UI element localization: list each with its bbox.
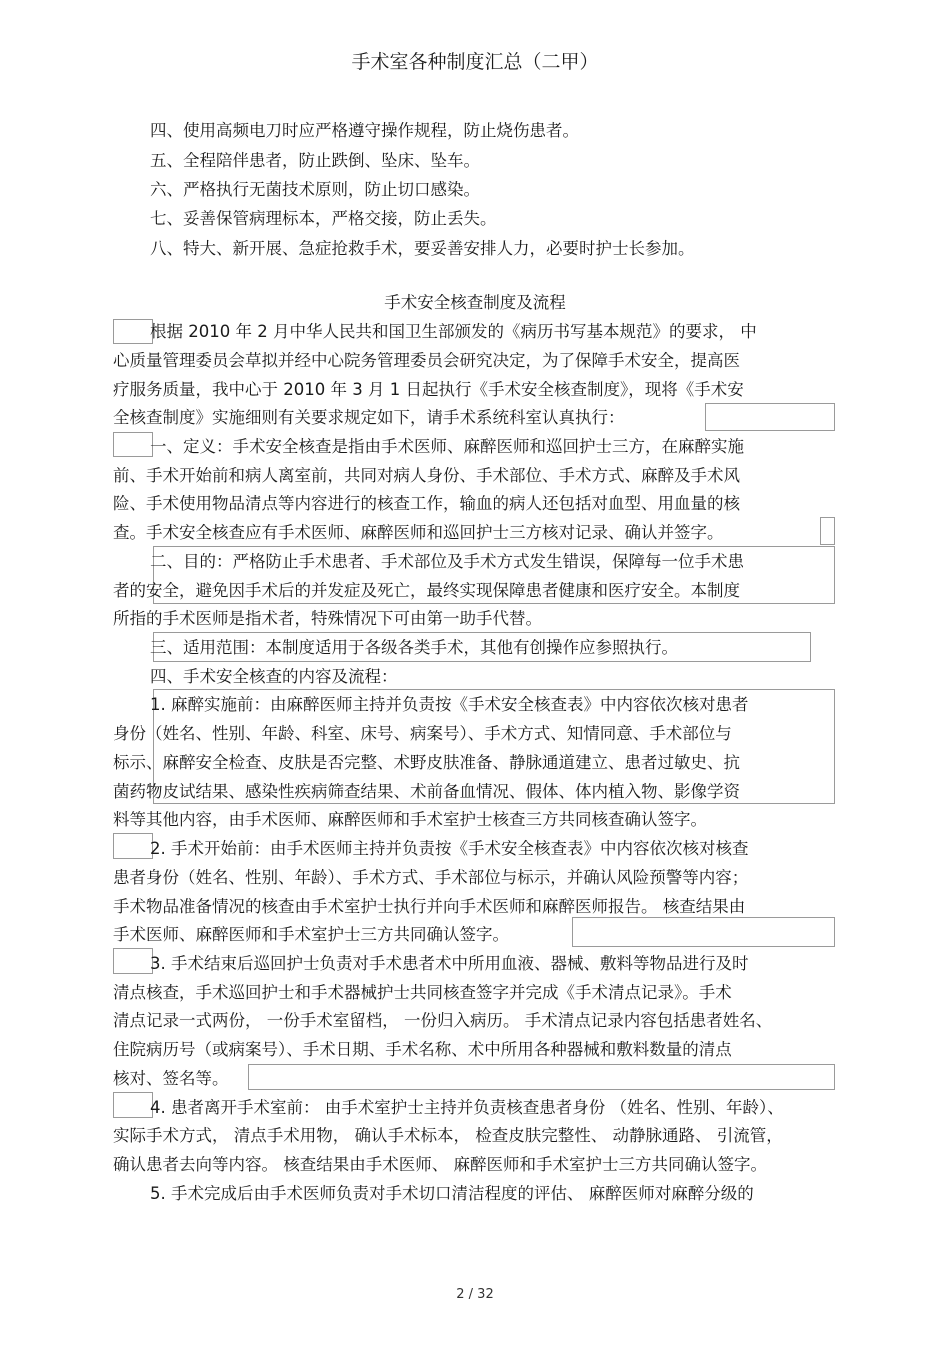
body-line: 身份（姓名、性别、年龄、科室、床号、病案号）、手术方式、知情同意、手术部位与 (113, 724, 732, 743)
scan-box (248, 1064, 835, 1090)
list-item: 八、特大、新开展、急症抢救手术，要妥善安排人力，必要时护士长参加。 (150, 239, 695, 258)
body-line: 确认患者去向等内容。 核查结果由手术医师、 麻醉医师和手术室护士三方共同确认签字。 (113, 1155, 767, 1174)
body-line: 二、目的：严格防止手术患者、手术部位及手术方式发生错误，保障每一位手术患 (150, 552, 744, 571)
body-line: 险、手术使用物品清点等内容进行的核查工作，输血的病人还包括对血型、用血量的核 (113, 494, 740, 513)
scan-box (113, 319, 153, 344)
body-line: 料等其他内容，由手术医师、麻醉医师和手术室护士核查三方共同核查确认签字。 (113, 810, 707, 829)
body-line: 查。手术安全核查应有手术医师、麻醉医师和巡回护士三方核对记录、确认并签字。 (113, 523, 724, 542)
body-line: 全核查制度》实施细则有关要求规定如下，请手术系统科室认真执行： (113, 408, 625, 427)
body-line: 患者身份（姓名、性别、年龄）、手术方式、手术部位与标示，并确认风险预警等内容； (113, 868, 749, 887)
body-line: 菌药物皮试结果、感染性疾病筛查结果、术前备血情况、假体、体内植入物、影像学资 (113, 782, 740, 801)
body-line: 疗服务质量，我中心于 2010 年 3 月 1 日起执行《手术安全核查制度》，现将《手术安 (113, 380, 744, 399)
body-line: 清点记录一式两份， 一份手术室留档， 一份归入病历。 手术清点记录内容包括患者姓名、 (113, 1011, 773, 1030)
body-line: 手术物品准备情况的核查由手术室护士执行并向手术医师和麻醉医师报告。 核查结果由 (113, 897, 746, 916)
scan-box (113, 432, 153, 457)
body-line: 四、手术安全核查的内容及流程： (150, 667, 398, 686)
scan-box (705, 403, 835, 431)
scan-box (113, 948, 153, 974)
list-item: 五、全程陪伴患者，防止跌倒、坠床、坠车。 (150, 151, 480, 170)
scan-box (820, 517, 835, 545)
body-line: 3. 手术结束后巡回护士负责对手术患者术中所用血液、器械、敷料等物品进行及时 (150, 954, 749, 973)
page-indicator: 2 / 32 (456, 1287, 494, 1302)
scan-box (572, 917, 835, 947)
body-line: 所指的手术医师是指术者，特殊情况下可由第一助手代替。 (113, 609, 542, 628)
body-line: 者的安全，避免因手术后的并发症及死亡，最终实现保障患者健康和医疗安全。本制度 (113, 581, 740, 600)
list-item: 六、严格执行无菌技术原则，防止切口感染。 (150, 180, 480, 199)
body-line: 手术医师、麻醉医师和手术室护士三方共同确认签字。 (113, 925, 509, 944)
body-line: 心质量管理委员会草拟并经中心院务管理委员会研究决定，为了保障手术安全，提高医 (113, 351, 740, 370)
body-line: 核对、签名等。 (113, 1069, 229, 1088)
body-line: 前、手术开始前和病人离室前，共同对病人身份、手术部位、手术方式、麻醉及手术风 (113, 466, 740, 485)
body-line: 标示、麻醉安全检查、皮肤是否完整、术野皮肤准备、静脉通道建立、患者过敏史、抗 (113, 753, 740, 772)
list-item: 四、使用高频电刀时应严格遵守操作规程，防止烧伤患者。 (150, 121, 579, 140)
body-line: 4. 患者离开手术室前： 由手术室护士主持并负责核查患者身份 （姓名、性别、年龄）、 (150, 1098, 784, 1117)
body-line: 一、定义：手术安全核查是指由手术医师、麻醉医师和巡回护士三方，在麻醉实施 (150, 437, 744, 456)
body-line: 1. 麻醉实施前：由麻醉医师主持并负责按《手术安全核查表》中内容依次核对患者 (150, 695, 749, 714)
body-line: 清点核查，手术巡回护士和手术器械护士共同核查签字并完成《手术清点记录》。手术 (113, 983, 732, 1002)
page-header-title: 手术室各种制度汇总（二甲） (351, 51, 599, 73)
body-line: 根据 2010 年 2 月中华人民共和国卫生部颁发的《病历书写基本规范》的要求， 中 (150, 322, 757, 341)
body-line: 实际手术方式， 清点手术用物， 确认手术标本， 检查皮肤完整性、 动静脉通路、 引流管， (113, 1126, 783, 1145)
body-line: 5. 手术完成后由手术医师负责对手术切口清洁程度的评估、 麻醉医师对麻醉分级的 (150, 1184, 754, 1203)
list-item: 七、妥善保管病理标本，严格交接，防止丢失。 (150, 209, 497, 228)
scan-box (113, 1092, 153, 1118)
scan-box (113, 833, 153, 859)
body-line: 住院病历号（或病案号）、手术日期、手术名称、术中所用各种器械和敷料数量的清点 (113, 1040, 732, 1059)
section-title: 手术安全核查制度及流程 (384, 293, 566, 312)
body-line: 三、适用范围：本制度适用于各级各类手术，其他有创操作应参照执行。 (150, 638, 678, 657)
body-line: 2. 手术开始前：由手术医师主持并负责按《手术安全核查表》中内容依次核对核查 (150, 839, 749, 858)
